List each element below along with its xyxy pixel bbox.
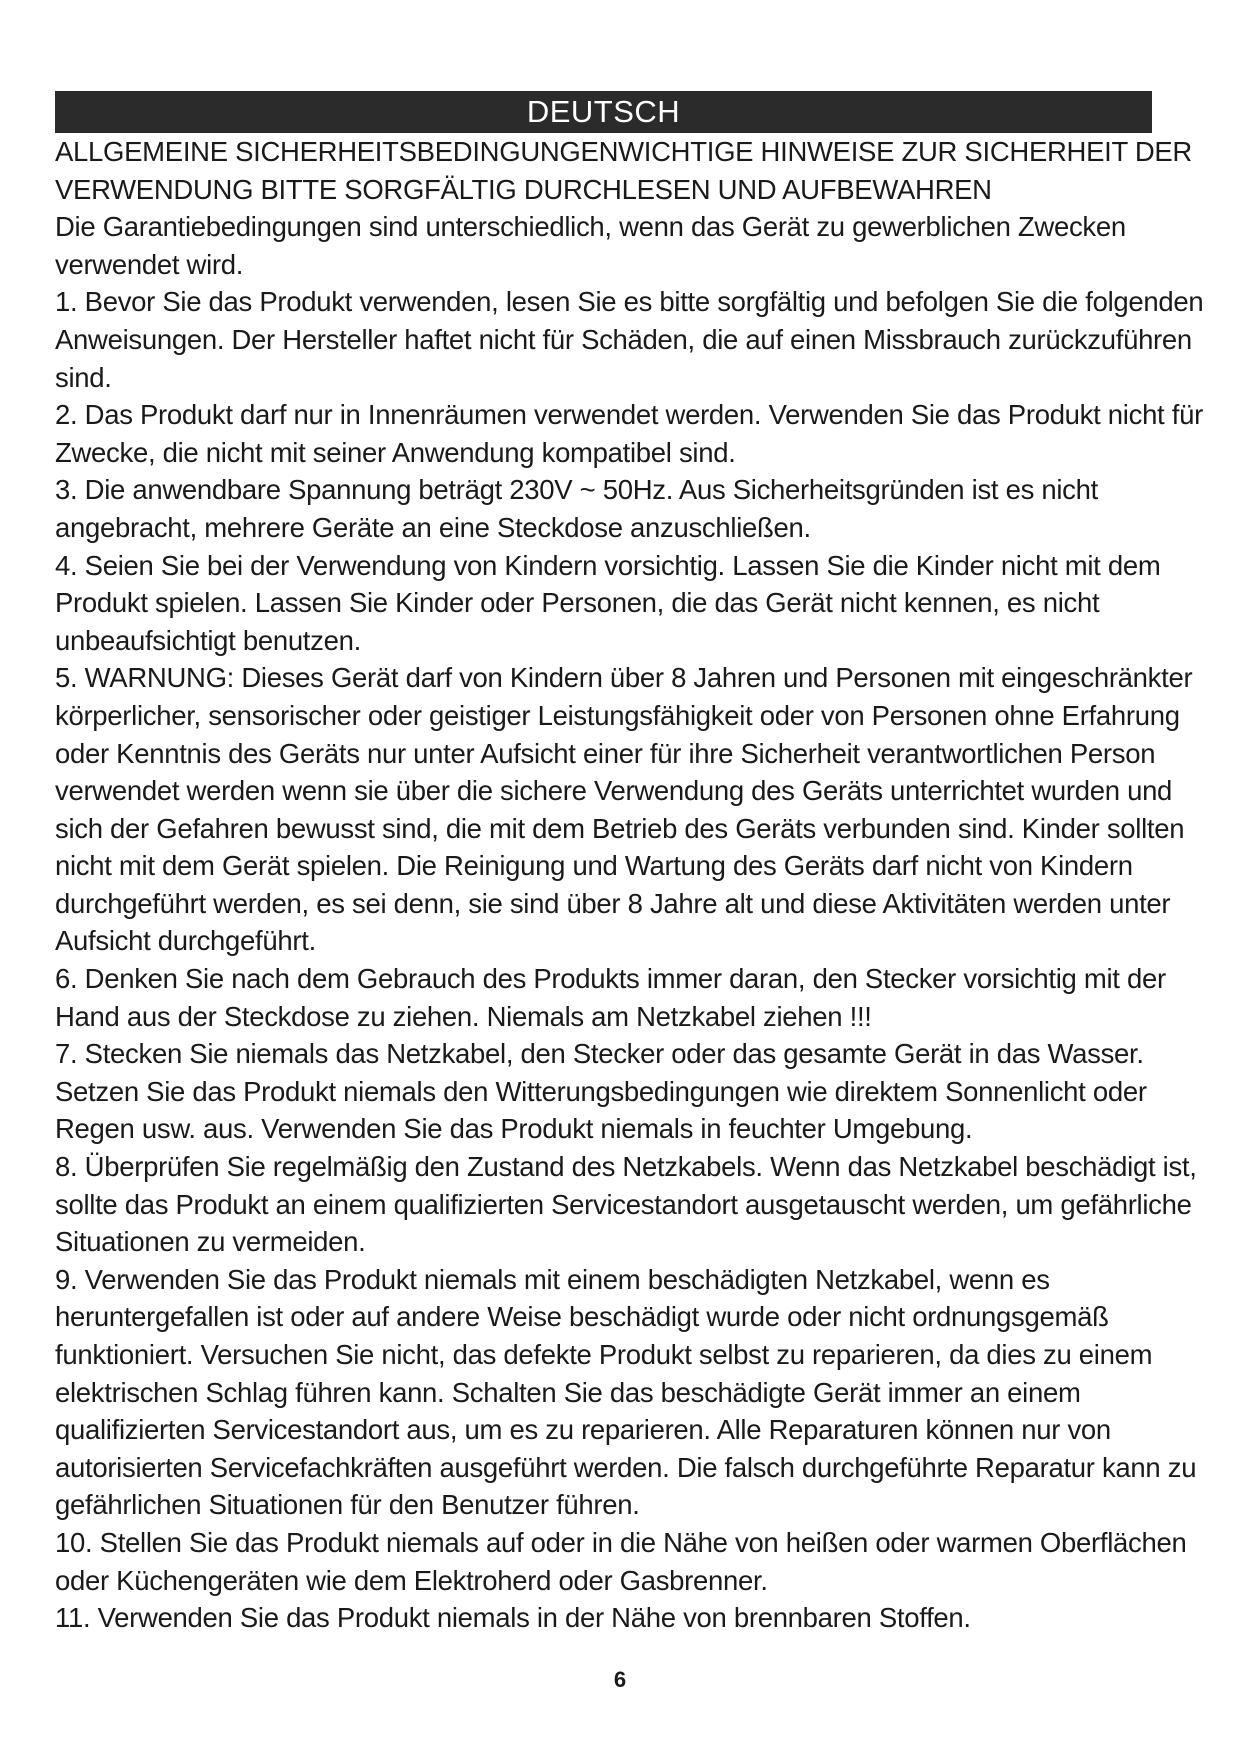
document-page: [55, 0, 1205, 1754]
list-item: 4. Seien Sie bei der Verwendung von Kindern vorsichtig. Lassen Sie die Kinder nicht mit dem Produkt spielen. Lassen Sie Kinder oder Personen, die das Gerät nicht kennen, es nicht unbeaufsichtigt benutzen.: [55, 549, 1161, 656]
list-item: 11. Verwenden Sie das Produkt niemals in der Nähe von brennbaren Stoffen.: [55, 1602, 971, 1634]
list-item: 3. Die anwendbare Spannung beträgt 230V ~ 50Hz. Aus Sicherheitsgründen ist es nicht angebracht, mehrere Geräte an eine Steckdose anzuschließen.: [55, 474, 1098, 543]
section-heading: ALLGEMEINE SICHERHEITSBEDINGUNGENWICHTIGE HINWEISE ZUR SICHERHEIT DER VERWENDUNG BITTE SORGFÄLTIG DURCHLESEN UND AUFBEWAHREN: [55, 136, 1192, 205]
list-item: 2. Das Produkt darf nur in Innenräumen verwendet werden. Verwenden Sie das Produkt nicht für Zwecke, die nicht mit seiner Anwendung kompatibel sind.: [55, 399, 1203, 468]
list-item: 9. Verwenden Sie das Produkt niemals mit einem beschädigten Netzkabel, wenn es heruntergefallen ist oder auf andere Weise beschädigt wurde oder nicht ordnungsgemäß funktioniert. Versuchen Sie nicht, das defekte Produkt selbst zu reparieren, da dies zu einem elektrischen Schlag führen kann. Schalten Sie das beschädigte Gerät immer an einem qualifizierten Servicestandort aus, um es zu reparieren. Alle Reparaturen können nur von autorisierten Servicefachkräften ausgeführt werden. Die falsch durchgeführte Reparatur kann zu gefährlichen Situationen für den Benutzer führen.: [55, 1263, 1197, 1521]
language-header: DEUTSCH: [55, 91, 1152, 133]
list-item: 1. Bevor Sie das Produkt verwenden, lesen Sie es bitte sorgfältig und befolgen Sie die folgenden Anweisungen. Der Hersteller haftet nicht für Schäden, die auf einen Missbrauch zurückzuführen sind.: [55, 286, 1204, 393]
page-number: 6: [613, 1667, 627, 1692]
list-item: 6. Denken Sie nach dem Gebrauch des Produkts immer daran, den Stecker vorsichtig mit der Hand aus der Steckdose zu ziehen. Niemals am Netzkabel ziehen !!!: [55, 963, 1166, 1032]
list-item: 5. WARNUNG: Dieses Gerät darf von Kindern über 8 Jahren und Personen mit eingeschränkter körperlicher, sensorischer oder geistiger Leistungsfähigkeit oder von Personen ohne Erfahrung oder Kenntnis des Geräts nur unter Aufsicht einer für ihre Sicherheit verantwortlichen Person verwendet werden wenn sie über die sichere Verwendung des Geräts unterrichtet wurden und sich der Gefahren bewusst sind, die mit dem Betrieb des Geräts verbunden sind. Kinder sollten nicht mit dem Gerät spielen. Die Reinigung und Wartung des Geräts darf nicht von Kindern durchgeführt werden, es sei denn, sie sind über 8 Jahre alt und diese Aktivitäten werden unter Aufsicht durchgeführt.: [55, 662, 1193, 957]
list-item: 7. Stecken Sie niemals das Netzkabel, den Stecker oder das gesamte Gerät in das Wasser. Setzen Sie das Produkt niemals den Witterungsbedingungen wie direktem Sonnenlicht oder Regen usw. aus. Verwenden Sie das Produkt niemals in feuchter Umgebung.: [55, 1038, 1147, 1145]
list-item: 8. Überprüfen Sie regelmäßig den Zustand des Netzkabels. Wenn das Netzkabel beschädigt ist, sollte das Produkt an einem qualifizierten Servicestandort ausgetauscht werden, um gefährliche Situationen zu vermeiden.: [55, 1151, 1197, 1258]
list-item: 10. Stellen Sie das Produkt niemals auf oder in die Nähe von heißen oder warmen Oberflächen oder Küchengeräten wie dem Elektroherd oder Gasbrenner.: [55, 1526, 1187, 1596]
intro-paragraph: Die Garantiebedingungen sind unterschiedlich, wenn das Gerät zu gewerblichen Zwecken verwendet wird.: [55, 211, 1126, 280]
document-body: [55, 133, 1205, 1637]
